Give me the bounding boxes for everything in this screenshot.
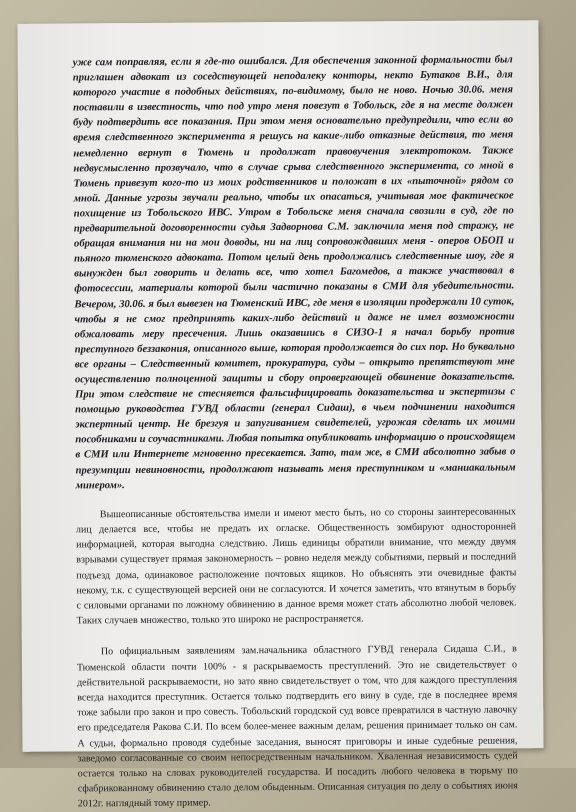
posted-paper-sheet (17, 20, 543, 810)
paragraph-official-statements: По официальным заявлениям зам.начальника областного ГУВД генерала Сидаша С.И., в Тюменской области почти 100% - я раскрываемость преступлений. Это не свидетельствует о действительной раскрываемости, но зато явно свидетельствует о том, что для каждого преступления всегда находится преступник. Остается только подтвердить его вину в суде, где в последнее время тоже забыли про закон и про совесть. Тобольский городской суд вовсе превратился в частную лавочку его председателя Ракова С.И. По всем более-менее важным делам, решения принимает только он сам. А судьи, формально проводя судебные заседания, выносят приговоры и иные судебные решения, заведомо согласованные со своим непосредственным начальником. Хваленная независимость судей остается только на словах руководителей государства. И посадить любого человека в тюрьму по сфабрикованному обвинению стало делом обыденным. Описанная ситуация по делу о событиях июня 2012г. наглядный тому пример. (76, 643, 518, 810)
paragraph-testimony: уже сам поправляя, если я где-то ошибался. Для обеспечения законной формальности был приглашен адвокат из соседствующей неподалеку конторы, некто Бутаков В.И., для которого участие в подобных действиях, по-видимому, было не ново. Ночью 30.06. меня поставили в известность, что под утро меня повезут в Тобольск, где я на месте должен буду подтвердить все показания. При этом меня основательно предупредили, что если во время следственного эксперимента я решусь на какие-либо отказные действия, то меня немедленно вернут в Тюмень и продолжат правовучения электротоком. Также недвусмысленно прозвучало, что в случае срыва следственного эксперимента, со мной в Тюмень привезут кого-то из моих родственников и положат в их «пыточной» рядом со мной. Данные угрозы звучали реально, чтобы их опасаться, учитывая мое фактическое похищение из Тобольского ИВС. Утром в Тобольске меня сначала свозили в суд, где по предварительной договоренности судья Задворнова С.М. заключила меня под стражу, не обращая внимания ни на мои доводы, ни на лиц сопровождавших меня - оперов ОБОП и пьяного тюменского адвоката. Потом целый день продолжались следственные шоу, где я вынужден был говорить и делать все, что хотел Багомедов, а также участвовал в фотосессии, материалы которой были частично показаны в СМИ для убедительности. Вечером, 30.06. я был вывезен на Тюменский ИВС, где меня в изоляции продержали 10 суток, чтобы я не смог предпринять каких-либо действий и даже не имел возможности обжаловать меру пресечения. Лишь оказавшись в СИЗО-1 я начал борьбу против преступного беззакония, описанного выше, которая продолжается до сих пор. Но буквально все органы – Следственный комитет, прокуратура, суды – открыто препятствуют мне осуществлению полноценной защиты и сбору опровергающей обвинение доказательств. При этом следствие не стесняется фальсифицировать доказательства и экспертизы с помощью руководства ГУВД области (генерал Сидаш), в чьем подчинении находится экспертный центр. Не брезгуя и запугиванием свидетелей, угрожая сделать их моими пособниками и соучастниками. Любая попытка опубликовать информацию о происходящем в СМИ или Интернете мгновенно пресекается. Зато, там же, в СМИ абсолютно забыв о презумпции невиновности, продолжают называть меня преступником и «маниакальным минером». (72, 54, 516, 492)
document-body (73, 52, 518, 812)
paragraph-circumstances: Вышеописанные обстоятельства имели и имеют место быть, но со стороны заинтересованных лиц делается все, чтобы не предать их огласке. Общественность зомбируют односторонней информацией, которая выгодна следствию. Лишь единицы обратили внимание, что между двумя взрывами существует прямая закономерность – ровно неделя между событиями, первый и последний подъезд дома, одинаковое расположение почтовых ящиков. Но объяснять эти очевидные факты некому, т.к. с существующей версией они не согласуются. И хочется заметить, что втянутым в борьбу с силовыми органами по ложному обвинению в данное время может стать абсолютно любой человек. Таких случаев множество, только это широко не распространяется. (75, 506, 517, 627)
